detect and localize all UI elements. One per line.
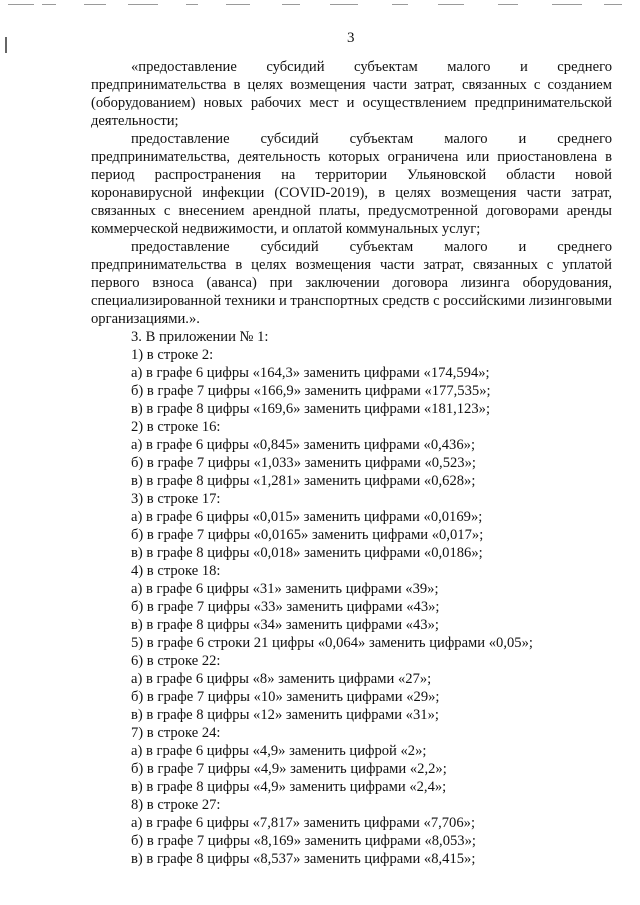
list-item: б) в графе 7 цифры «8,169» заменить цифрами «8,053»; (131, 833, 476, 849)
list-item: б) в графе 7 цифры «10» заменить цифрами «29»; (131, 689, 440, 705)
list-item: 8) в строке 27: (131, 797, 221, 813)
list-item: в) в графе 8 цифры «0,018» заменить цифрами «0,0186»; (131, 545, 483, 561)
list-item: 2) в строке 16: (131, 419, 221, 435)
section-heading: 3. В приложении № 1: (131, 329, 269, 345)
list-item: б) в графе 7 цифры «0,0165» заменить цифрами «0,017»; (131, 527, 484, 543)
list-item: б) в графе 7 цифры «33» заменить цифрами «43»; (131, 599, 440, 615)
list-item: а) в графе 6 цифры «7,817» заменить цифрами «7,706»; (131, 815, 476, 831)
list-item: 6) в строке 22: (131, 653, 221, 669)
list-item: в) в графе 8 цифры «34» заменить цифрами «43»; (131, 617, 439, 633)
document-body (91, 58, 612, 868)
scan-margin-mark (5, 37, 7, 53)
list-item: а) в графе 6 цифры «164,3» заменить цифрами «174,594»; (131, 365, 490, 381)
paragraph: предоставление субсидий субъектам малого и среднего предпринимательства в целях возмещения части затрат, связанных с уплатой первого взноса (аванса) при заключении договора лизинга оборудования, специализированной техники и транспортных средств с российскими лизинговыми организациями.». (91, 239, 612, 327)
list-item: а) в графе 6 цифры «4,9» заменить цифрой «2»; (131, 743, 427, 759)
list-item: в) в графе 8 цифры «4,9» заменить цифрами «2,4»; (131, 779, 447, 795)
list-item: а) в графе 6 цифры «0,845» заменить цифрами «0,436»; (131, 437, 476, 453)
scan-edge-artifact (0, 2, 640, 10)
page-number: 3 (347, 30, 355, 46)
list-item: б) в графе 7 цифры «166,9» заменить цифрами «177,535»; (131, 383, 491, 399)
list-item: 4) в строке 18: (131, 563, 221, 579)
list-item: а) в графе 6 цифры «8» заменить цифрами «27»; (131, 671, 432, 687)
list-item: а) в графе 6 цифры «0,015» заменить цифрами «0,0169»; (131, 509, 483, 525)
list-item: 3) в строке 17: (131, 491, 221, 507)
list-item: 7) в строке 24: (131, 725, 221, 741)
list-item: в) в графе 8 цифры «8,537» заменить цифрами «8,415»; (131, 851, 476, 867)
list-item: б) в графе 7 цифры «1,033» заменить цифрами «0,523»; (131, 455, 476, 471)
list-item: в) в графе 8 цифры «169,6» заменить цифрами «181,123»; (131, 401, 491, 417)
list-item: 1) в строке 2: (131, 347, 214, 363)
list-item: в) в графе 8 цифры «1,281» заменить цифрами «0,628»; (131, 473, 476, 489)
list-item: б) в графе 7 цифры «4,9» заменить цифрами «2,2»; (131, 761, 447, 777)
list-item: а) в графе 6 цифры «31» заменить цифрами «39»; (131, 581, 439, 597)
paragraph: предоставление субсидий субъектам малого и среднего предпринимательства, деятельность которых ограничена или приостановлена в период распространения на территории Ульяновской области новой коронавирусной инфекции (COVID-2019), в целях возмещения части затрат, связанных с внесением арендной платы, предусмотренной договорами аренды коммерческой недвижимости, и оплатой коммунальных услуг; (91, 131, 612, 237)
list-item: 5) в графе 6 строки 21 цифры «0,064» заменить цифрами «0,05»; (131, 635, 533, 651)
list-item: в) в графе 8 цифры «12» заменить цифрами «31»; (131, 707, 439, 723)
paragraph: «предоставление субсидий субъектам малого и среднего предпринимательства в целях возмещения части затрат, связанных с созданием (оборудованием) новых рабочих мест и осуществлением предпринимательской деятельности; (91, 59, 612, 129)
